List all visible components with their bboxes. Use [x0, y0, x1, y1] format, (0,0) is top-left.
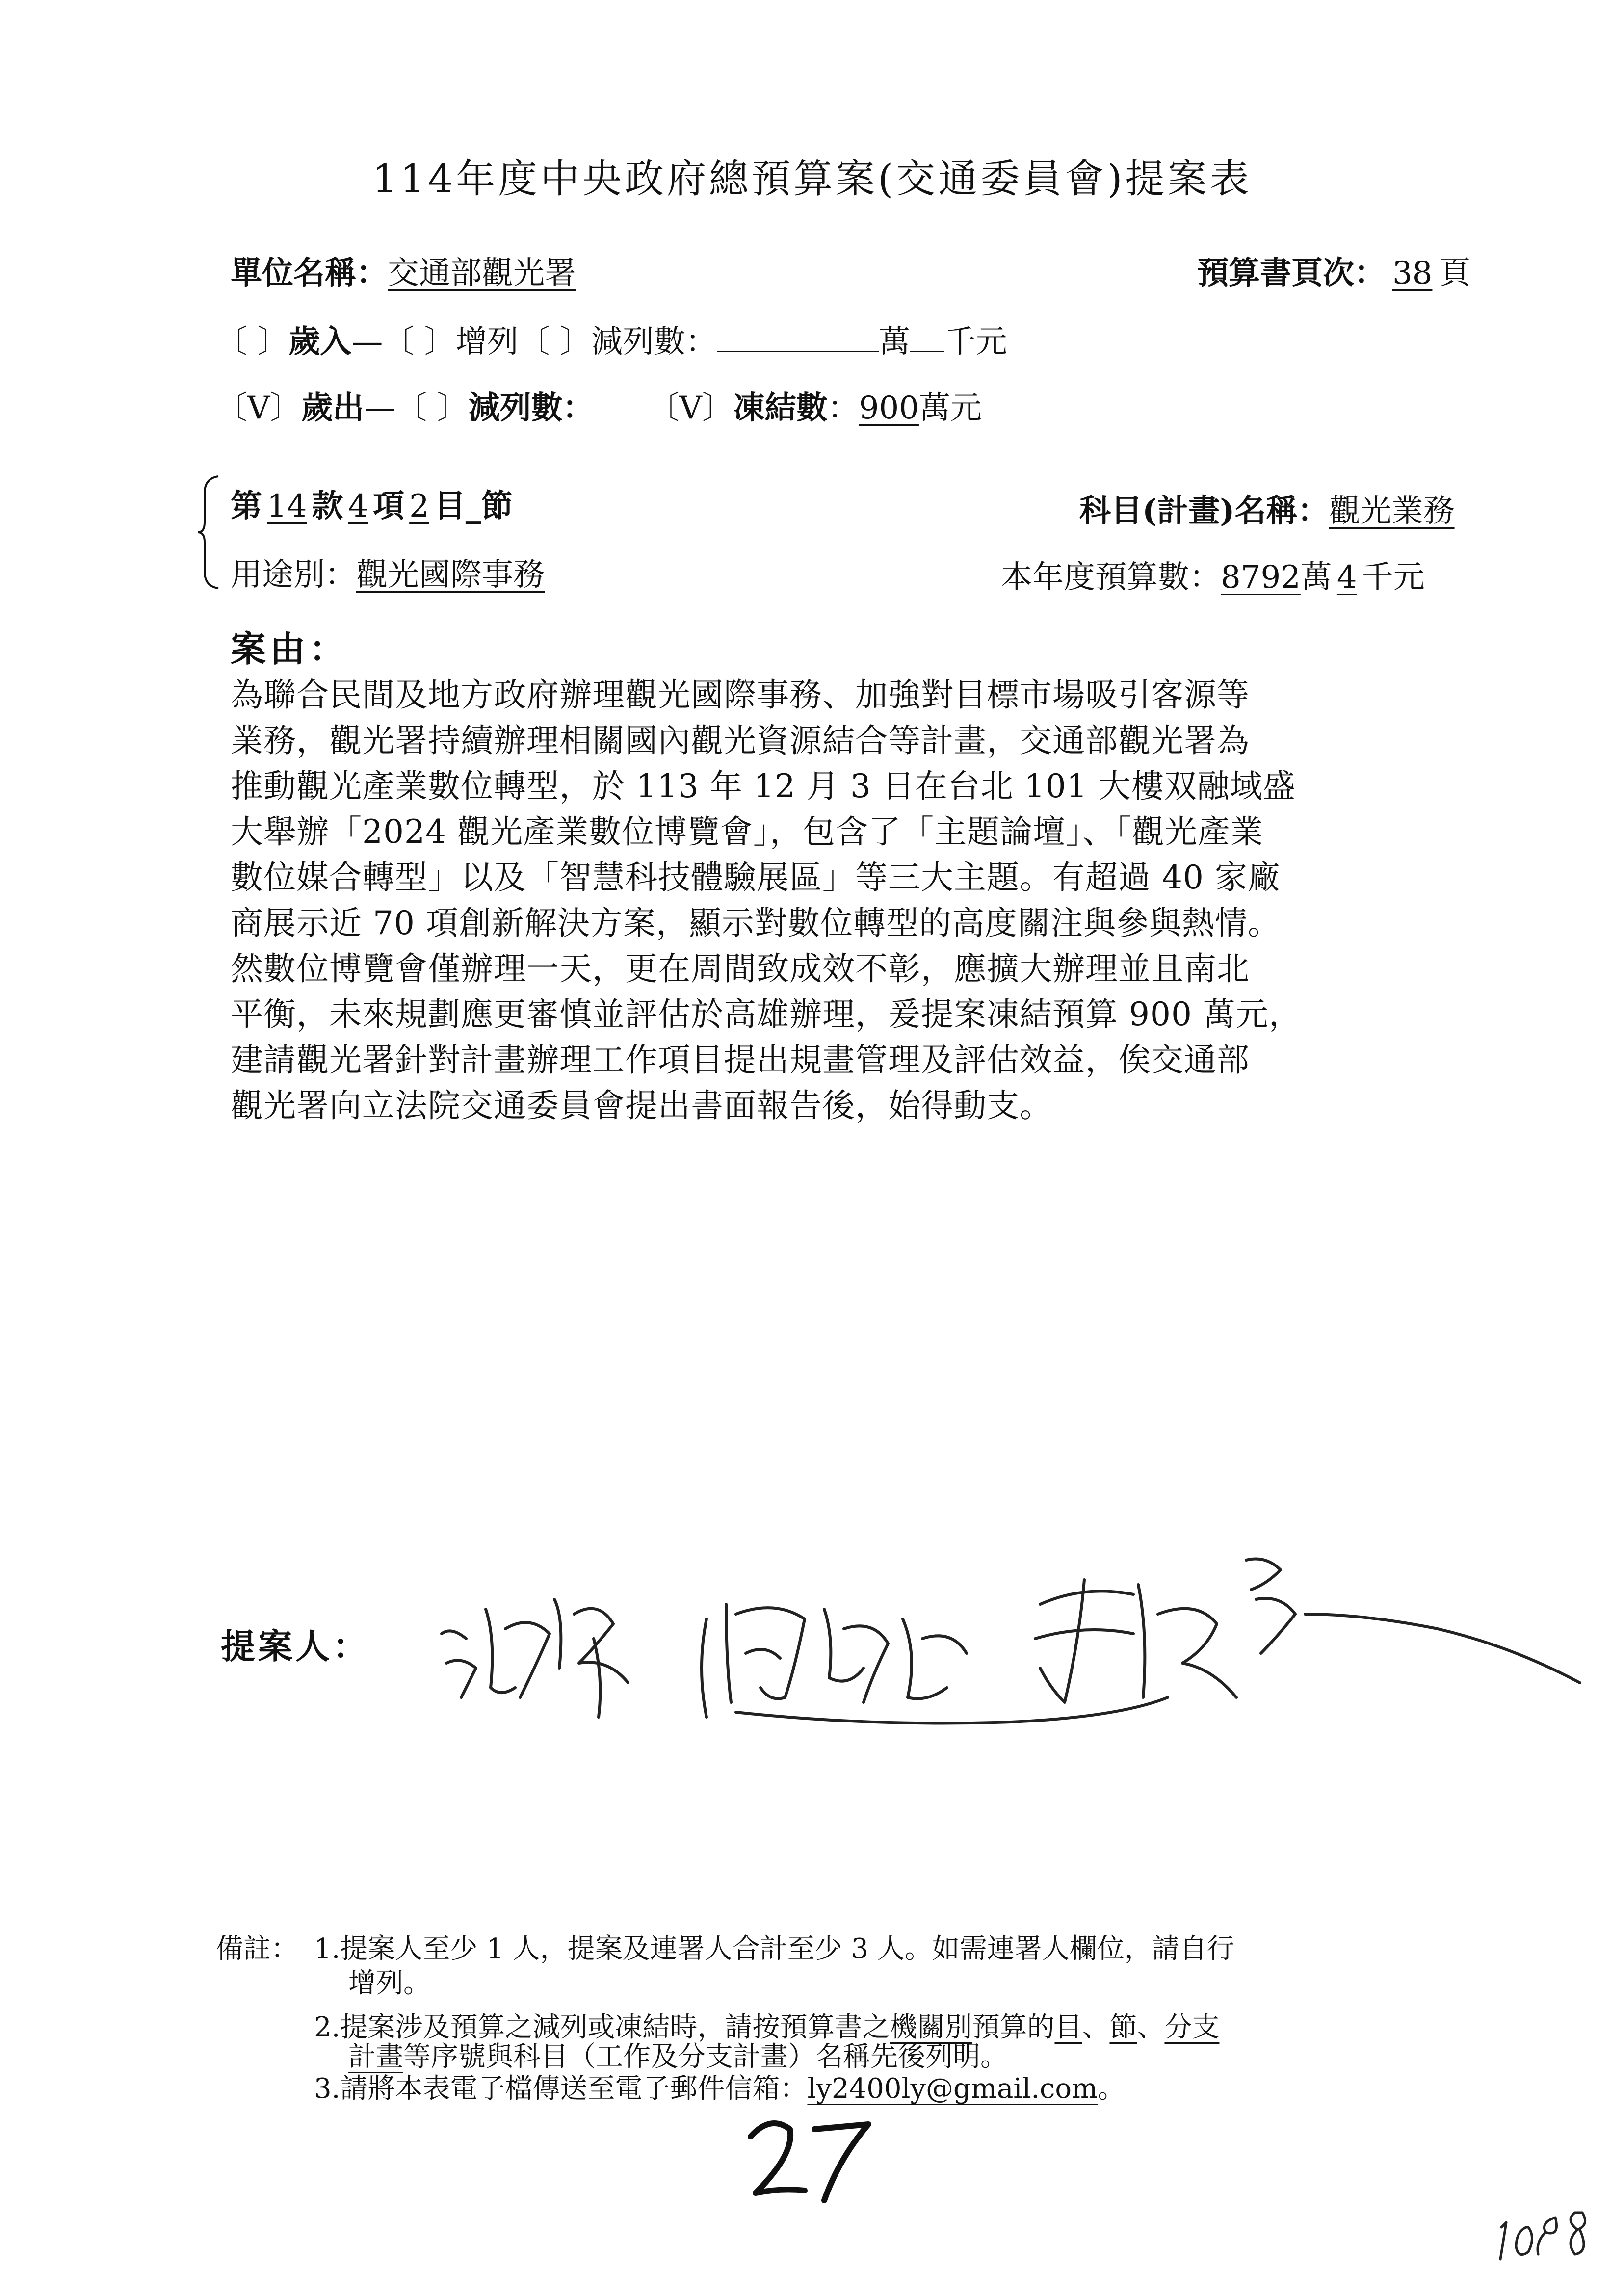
section-kuan: 14	[267, 488, 307, 524]
revenue-label: 歲入	[288, 323, 352, 360]
section-mu: 2	[409, 488, 429, 524]
reason-line: 業務，觀光署持續辦理相關國內觀光資源結合等計畫，交通部觀光署為	[231, 722, 1250, 759]
unit-label: 單位名稱：	[231, 255, 388, 291]
handwritten-signatures	[432, 1540, 1590, 1756]
page-ref-label: 預算書頁次：	[1197, 255, 1386, 291]
section-xiang: 4	[348, 488, 368, 524]
note-3: 3.請將本表電子檔傳送至電子郵件信箱：ly2400ly@gmail.com。	[314, 2073, 1126, 2105]
revenue-wan: 萬	[879, 324, 911, 360]
expenditure-cut-check: —〔 〕	[364, 390, 469, 426]
subject-label: 科目(計畫)名稱：	[1079, 493, 1329, 529]
expenditure-cut-label: 減列數：	[468, 390, 594, 426]
reason-line: 數位媒合轉型」以及「智慧科技體驗展區」等三大主題。有超過 40 家廠	[231, 859, 1281, 896]
expenditure-check: 〔V〕	[216, 390, 302, 426]
reason-line: 然數位博覽會僅辦理一天，更在周間致成效不彰，應擴大辦理並且南北	[231, 950, 1250, 988]
unit-value: 交通部觀光署	[388, 255, 576, 291]
page-ref-row	[1197, 248, 1470, 293]
reason-line: 大舉辦「2024 觀光產業數位博覽會」，包含了「主題論壇」、「觀光產業	[231, 813, 1263, 851]
annual-budget-qian-unit: 千元	[1362, 559, 1425, 596]
usage-label: 用途別：	[231, 557, 356, 593]
revenue-qian: 千元	[944, 324, 1008, 360]
reason-line: 為聯合民間及地方政府辦理觀光國際事務、加強對目標市場吸引客源等	[231, 676, 1250, 714]
expenditure-row	[216, 383, 982, 428]
annual-budget-row	[1001, 552, 1425, 597]
section-row	[231, 481, 513, 526]
reason-line: 推動觀光產業數位轉型，於 113 年 12 月 3 日在台北 101 大樓双融域盛	[231, 767, 1296, 805]
note-2-line-1: 2.提案涉及預算之減列或凍結時，請按預算書之機關別預算的目、節、分支	[314, 2011, 1220, 2043]
section-di: 第	[231, 488, 262, 524]
reason-line: 平衡，未來規劃應更審慎並評估於高雄辦理，爰提案凍結預算 900 萬元，	[231, 995, 1302, 1033]
handwritten-page-number	[741, 2110, 878, 2208]
freeze-colon: ：	[827, 390, 859, 426]
reason-body	[231, 672, 1447, 1128]
section-mu-label: 目_節	[434, 488, 513, 524]
note-1-line-1: 1.提案人至少 1 人，提案及連署人合計至少 3 人。如需連署人欄位，請自行	[314, 1933, 1234, 1965]
reason-line: 商展示近 70 項創新解決方案，顯示對數位轉型的高度關注與參與熱情。	[231, 904, 1281, 942]
usage-row	[231, 549, 545, 595]
notes-label: 備註：	[216, 1933, 298, 1965]
note-1-line-2: 增列。	[348, 1967, 431, 1999]
annual-budget-wan: 8792	[1221, 559, 1301, 596]
reason-label: 案由：	[231, 628, 349, 670]
section-xiang-label: 項	[373, 488, 405, 524]
email-link[interactable]: ly2400ly@gmail.com	[807, 2073, 1098, 2105]
page-title: 114年度中央政府總預算案(交通委員會)提案表	[372, 156, 1252, 202]
left-brace	[194, 473, 223, 591]
reason-line: 觀光署向立法院交通委員會提出書面報告後，始得動支。	[231, 1087, 1052, 1124]
subject-row	[1079, 486, 1455, 531]
revenue-blank-qian	[910, 323, 944, 352]
usage-value: 觀光國際事務	[356, 557, 545, 593]
page-ref-suffix: 頁	[1439, 255, 1471, 291]
freeze-check: 〔V〕	[648, 390, 733, 426]
proposer-label: 提案人：	[221, 1626, 370, 1667]
section-kuan-label: 款	[312, 488, 343, 524]
revenue-row	[216, 316, 1007, 362]
unit-row	[231, 248, 576, 293]
revenue-blank-amount	[717, 323, 879, 352]
subject-value: 觀光業務	[1329, 493, 1455, 529]
revenue-check: 〔 〕	[216, 324, 289, 360]
handwritten-corner-number	[1492, 2198, 1604, 2267]
note-2-line-2: 計畫等序號與科目（工作及分支計畫）名稱先後列明。	[348, 2041, 1008, 2073]
page-ref-value: 38	[1392, 255, 1433, 291]
freeze-amount: 900	[859, 390, 919, 426]
annual-budget-qian: 4	[1336, 559, 1357, 596]
revenue-options: —〔 〕增列〔 〕減列數：	[351, 324, 717, 360]
annual-budget-label: 本年度預算數：	[1001, 559, 1221, 596]
expenditure-label: 歲出	[301, 390, 365, 426]
freeze-label: 凍結數	[733, 390, 828, 426]
freeze-unit: 萬元	[918, 390, 982, 426]
reason-line: 建請觀光署針對計畫辦理工作項目提出規畫管理及評估效益，俟交通部	[231, 1041, 1250, 1079]
annual-budget-wan-unit: 萬	[1300, 559, 1332, 596]
